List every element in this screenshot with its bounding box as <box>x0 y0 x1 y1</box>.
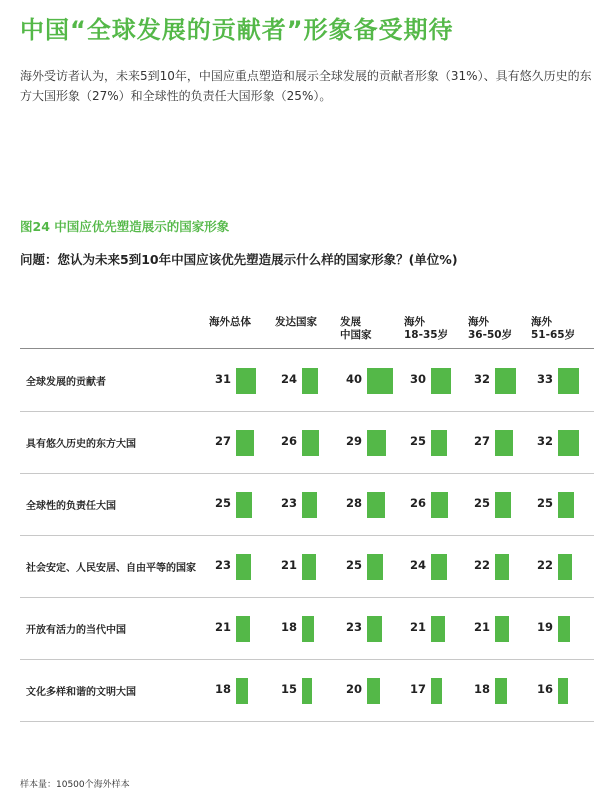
data-label: 23 <box>214 558 231 572</box>
row-divider <box>20 411 594 412</box>
data-label: 22 <box>473 558 490 572</box>
data-label: 21 <box>473 620 490 634</box>
value-bar <box>431 430 447 456</box>
value-bar <box>302 616 314 642</box>
data-label: 21 <box>280 558 297 572</box>
row-label: 文化多样和谐的文明大国 <box>26 687 136 698</box>
data-label: 25 <box>409 434 426 448</box>
data-label: 33 <box>536 372 553 386</box>
column-header <box>209 316 251 329</box>
figure-title: 图24 中国应优先塑造展示的国家形象 <box>20 219 230 234</box>
page-title: 中国“全球发展的贡献者”形象备受期待 <box>20 16 454 44</box>
value-bar <box>302 430 319 456</box>
value-bar <box>302 678 312 704</box>
value-bar <box>431 492 448 518</box>
row-divider <box>20 597 594 598</box>
column-header-line: 51-65岁 <box>531 329 576 341</box>
column-header-line: 海外 <box>531 316 552 328</box>
value-bar <box>367 492 385 518</box>
column-header-line: 海外总体 <box>209 316 251 328</box>
data-label: 21 <box>214 620 231 634</box>
value-bar <box>367 678 380 704</box>
row-divider <box>20 473 594 474</box>
data-label: 23 <box>280 496 297 510</box>
value-bar <box>431 678 442 704</box>
column-header <box>404 316 448 342</box>
survey-question: 问题：您认为未来5到10年中国应该优先塑造展示什么样的国家形象？(单位%) <box>20 252 458 267</box>
data-label: 29 <box>345 434 362 448</box>
data-label: 26 <box>409 496 426 510</box>
value-bar <box>558 678 568 704</box>
data-label: 22 <box>536 558 553 572</box>
value-bar <box>236 616 250 642</box>
row-label: 全球发展的贡献者 <box>26 377 106 388</box>
data-label: 25 <box>214 496 231 510</box>
data-label: 40 <box>345 372 362 386</box>
intro-paragraph: 海外受访者认为，未来5到10年，中国应重点塑造和展示全球发展的贡献者形象（31%）、具有悠久历史的东方大国形象（27%）和全球性的负责任大国形象（25%）。 <box>20 69 592 103</box>
value-bar <box>495 678 507 704</box>
value-bar <box>558 554 572 580</box>
data-label: 32 <box>536 434 553 448</box>
data-label: 27 <box>214 434 231 448</box>
value-bar <box>302 368 318 394</box>
value-bar <box>236 492 252 518</box>
column-header-line: 海外 <box>468 316 489 328</box>
value-bar <box>236 430 254 456</box>
column-header <box>468 316 512 342</box>
value-bar <box>495 616 509 642</box>
data-label: 26 <box>280 434 297 448</box>
value-bar <box>236 368 256 394</box>
value-bar <box>236 554 251 580</box>
data-label: 16 <box>536 682 553 696</box>
data-label: 27 <box>473 434 490 448</box>
row-label: 社会安定、人民安居、自由平等的国家 <box>26 563 196 574</box>
value-bar <box>367 368 393 394</box>
data-label: 25 <box>345 558 362 572</box>
column-header-line: 18-35岁 <box>404 329 449 341</box>
data-label: 30 <box>409 372 426 386</box>
value-bar <box>558 368 579 394</box>
value-bar <box>431 554 447 580</box>
data-label: 32 <box>473 372 490 386</box>
data-label: 28 <box>345 496 362 510</box>
data-label: 24 <box>280 372 297 386</box>
row-divider <box>20 535 594 536</box>
row-label: 开放有活力的当代中国 <box>26 625 126 636</box>
value-bar <box>302 554 316 580</box>
value-bar <box>367 430 386 456</box>
data-label: 15 <box>280 682 297 696</box>
data-label: 18 <box>214 682 231 696</box>
value-bar <box>495 368 516 394</box>
data-label: 25 <box>536 496 553 510</box>
value-bar <box>367 554 383 580</box>
value-bar <box>558 492 574 518</box>
column-header-line: 36-50岁 <box>468 329 513 341</box>
value-bar <box>367 616 382 642</box>
value-bar <box>431 368 451 394</box>
data-label: 18 <box>280 620 297 634</box>
data-label: 19 <box>536 620 553 634</box>
sample-size-footnote: 样本量：10500个海外样本 <box>20 780 130 790</box>
column-header-line: 海外 <box>404 316 425 328</box>
value-bar <box>302 492 317 518</box>
data-label: 20 <box>345 682 362 696</box>
value-bar <box>431 616 445 642</box>
value-bar <box>495 554 509 580</box>
data-label: 21 <box>409 620 426 634</box>
data-label: 25 <box>473 496 490 510</box>
column-header-line: 中国家 <box>340 329 372 341</box>
data-label: 18 <box>473 682 490 696</box>
data-label: 23 <box>345 620 362 634</box>
column-header <box>531 316 575 342</box>
row-divider <box>20 659 594 660</box>
row-label: 具有悠久历史的东方大国 <box>26 439 136 450</box>
column-header-line: 发达国家 <box>275 316 317 328</box>
data-label: 31 <box>214 372 231 386</box>
column-header-line: 发展 <box>340 316 361 328</box>
value-bar <box>495 492 511 518</box>
row-label: 全球性的负责任大国 <box>26 501 116 512</box>
value-bar <box>236 678 248 704</box>
value-bar <box>558 430 579 456</box>
data-label: 17 <box>409 682 426 696</box>
value-bar <box>495 430 513 456</box>
row-divider <box>20 721 594 722</box>
data-label: 24 <box>409 558 426 572</box>
header-divider <box>20 348 594 349</box>
column-header <box>340 316 372 342</box>
value-bar <box>558 616 570 642</box>
column-header <box>275 316 317 329</box>
